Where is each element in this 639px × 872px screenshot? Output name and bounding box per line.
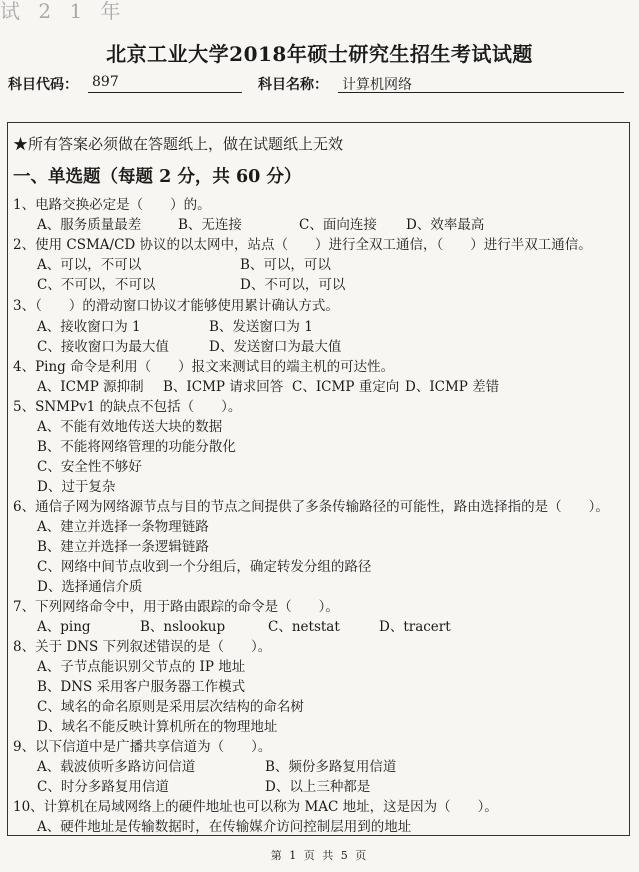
question-6-option-b: B、建立并选择一条逻辑链路: [37, 539, 209, 555]
option: B、nslookup: [140, 619, 226, 635]
faded-stamp-text: 试 2 1 年: [0, 0, 127, 23]
question-5-option-d: D、过于复杂: [37, 479, 116, 495]
option: A、ping: [37, 619, 91, 635]
option: C、netstat: [268, 619, 340, 635]
option: B、ICMP 请求回答: [163, 379, 284, 395]
option: B、频份多路复用信道: [265, 759, 397, 775]
question-5-option-a: A、不能有效地传送大块的数据: [37, 419, 223, 435]
question-6-option-d: D、选择通信介质: [37, 579, 143, 595]
option: B、发送窗口为 1: [209, 319, 313, 335]
option: B、可以，可以: [240, 257, 331, 273]
option: A、可以，不可以: [37, 257, 142, 273]
subject-code-label: 科目代码：: [8, 77, 78, 93]
option: D、tracert: [379, 619, 451, 635]
option: D、效率最高: [406, 217, 485, 233]
question-8-option-b: B、DNS 采用客户服务器工作模式: [37, 679, 246, 695]
question-8-option-c: C、域名的命名原则是采用层次结构的命名树: [37, 699, 304, 715]
option: A、服务质量最差: [37, 217, 142, 233]
option: C、不可以，不可以: [37, 277, 156, 293]
option: A、载波侦听多路访问信道: [37, 759, 196, 775]
question-3: 3、（ ）的滑动窗口协议才能够使用累计确认方式。: [13, 298, 339, 314]
question-2: 2、使用 CSMA/CD 协议的以太网中，站点（ ）进行全双工通信，（ ）进行半双工通信。: [13, 237, 592, 253]
option: C、接收窗口为最大值: [37, 339, 169, 355]
page-footer: 第 1 页 共 5 页: [270, 849, 369, 862]
question-8-option-d: D、域名不能反映计算机所在的物理地址: [37, 719, 278, 735]
answer-notice: ★所有答案必须做在答题纸上，做在试题纸上无效: [13, 135, 344, 153]
question-6-option-c: C、网络中间节点收到一个分组后，确定转发分组的路径: [37, 559, 372, 575]
question-5: 5、SNMPv1 的缺点不包括（ ）。: [13, 399, 242, 415]
option: C、ICMP 重定向: [292, 379, 400, 395]
question-9: 9、以下信道中是广播共享信道为（ ）。: [13, 739, 272, 755]
option: B、无连接: [178, 217, 242, 233]
exam-title: 北京工业大学2018年硕士研究生招生考试试题: [106, 42, 533, 66]
subject-name-value: 计算机网络: [338, 74, 624, 93]
question-5-option-b: B、不能将网络管理的功能分散化: [37, 439, 236, 455]
section-title: 一、单选题（每题 2 分，共 60 分）: [13, 167, 302, 187]
option: D、不可以，可以: [240, 277, 346, 293]
question-8: 8、关于 DNS 下列叙述错误的是（ ）。: [13, 639, 272, 655]
option: D、发送窗口为最大值: [209, 339, 342, 355]
option: D、以上三种都是: [265, 779, 371, 795]
option: A、ICMP 源抑制: [37, 379, 144, 395]
option: A、接收窗口为 1: [37, 319, 141, 335]
option: C、时分多路复用信道: [37, 779, 169, 795]
option: D、ICMP 差错: [405, 379, 500, 395]
question-7: 7、下列网络命令中，用于路由跟踪的命令是（ ）。: [13, 599, 339, 615]
subject-name-label: 科目名称：: [258, 77, 328, 93]
option: C、面向连接: [299, 217, 377, 233]
question-10-option-a: A、硬件地址是传输数据时，在传输媒介访问控制层用到的地址: [37, 819, 412, 835]
question-4: 4、Ping 命令是利用（ ）报文来测试目的端主机的可达性。: [13, 359, 395, 375]
question-8-option-a: A、子节点能识别父节点的 IP 地址: [37, 659, 246, 675]
question-5-option-c: C、安全性不够好: [37, 459, 142, 475]
question-6: 6、通信子网为网络源节点与目的节点之间提供了多条传输路径的可能性，路由选择指的是（ ）。: [13, 499, 609, 515]
subject-code-value: 897: [88, 74, 242, 93]
question-10: 10、计算机在局域网络上的硬件地址也可以称为 MAC 地址，这是因为（ ）。: [13, 799, 498, 815]
subject-info-row: [8, 74, 628, 94]
question-6-option-a: A、建立并选择一条物理链路: [37, 519, 209, 535]
question-1: 1、电路交换必定是（ ）的。: [13, 197, 211, 213]
